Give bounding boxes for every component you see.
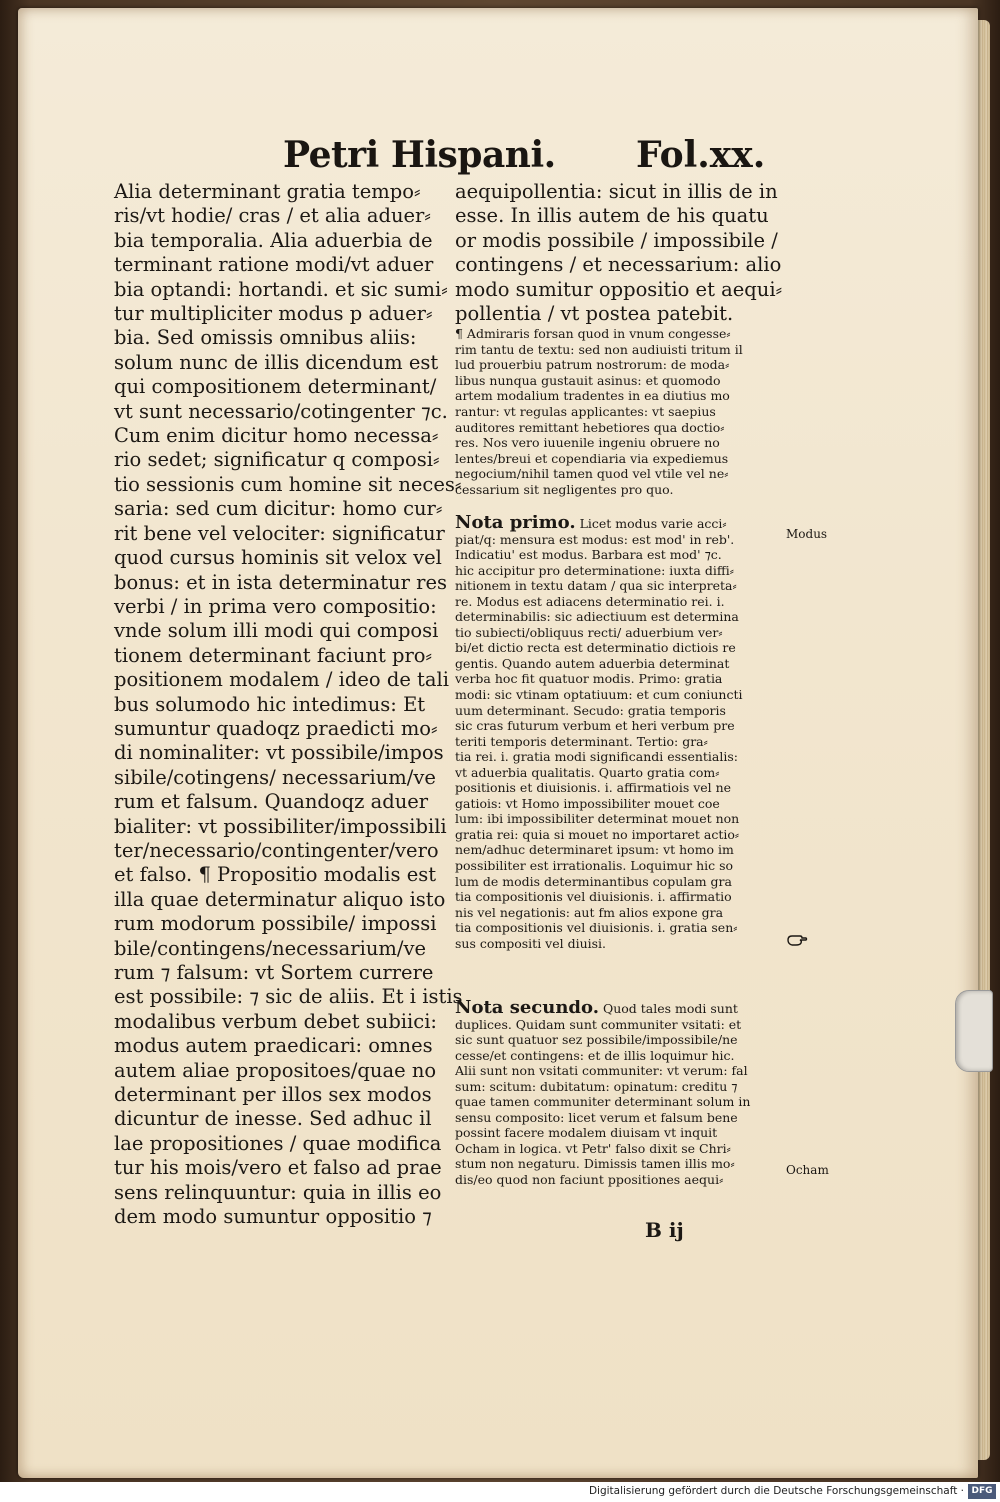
- right-column-line: aequipollentia: sicut in illis de in: [455, 180, 778, 203]
- left-column-line: positionem modalem / ideo de tali: [114, 668, 449, 692]
- nota-primo-line: bi/et dictio recta est determinatio dictiois re: [455, 640, 736, 656]
- nota-primo-line: nitionem in textu datam / qua sic interpreta⸗: [455, 578, 737, 594]
- nota-secundo-first-line: [455, 1000, 769, 1017]
- funding-credit: Digitalisierung gefördert durch die Deutsche Forschungsgemeinschaft ·: [588, 1485, 964, 1497]
- right-text-column-top: [455, 180, 783, 326]
- left-column-line: solum nunc de illis dicendum est: [114, 350, 439, 374]
- nota-primo-line: teriti temporis determinant. Tertio: gra⸗: [455, 733, 708, 749]
- nota-secundo-line: stum non negaturu. Dimissis tamen illis mo⸗: [455, 1156, 735, 1172]
- commentary-line: auditores remittant hebetiores qua doctio⸗: [455, 419, 725, 435]
- nota-primo-line: possibiliter est irrationalis. Loquimur hic so: [455, 858, 734, 874]
- commentary-line: negocium/nihil tamen quod vel vtile vel ne⸗: [455, 466, 729, 482]
- left-column-line: bus solumodo hic intedimus: Et: [114, 692, 426, 716]
- running-title: Petri Hispani.: [283, 134, 556, 176]
- nota-primo-line: lum: ibi impossibiliter determinat mouet non: [455, 811, 740, 827]
- left-column-line: bia optandi: hortandi. et sic sumi⸗: [114, 277, 448, 301]
- left-column-line: lae propositiones / quae modifica: [114, 1131, 442, 1155]
- nota-secundo-line: dis/eo quod non faciunt ppositiones aequi⸗: [455, 1172, 724, 1188]
- commentary-line: lentes/breui et copendiaria via expediemus: [455, 450, 729, 466]
- nota-secundo-line: quae tamen communiter determinant solum in: [455, 1094, 751, 1110]
- left-column-line: bonus: et in ista determinatur res: [114, 570, 448, 594]
- nota-primo-line: tia rei. i. gratia modi significandi essentialis:: [455, 749, 738, 765]
- left-column-line: rio sedet; significatur q composi⸗: [114, 448, 440, 472]
- left-column-line: rum et falsum. Quandoqz aduer: [114, 790, 429, 814]
- page-header: [0, 134, 1000, 184]
- folio-number: Fol.xx.: [636, 134, 766, 176]
- left-column-line: tur his mois/vero et falso ad prae: [114, 1156, 442, 1180]
- right-column-line: pollentia / vt postea patebit.: [455, 302, 734, 326]
- nota-primo-line: verba hoc fit quatuor modis. Primo: gratia: [455, 671, 723, 687]
- nota-primo-line: lum de modis determinantibus copulam gra: [455, 873, 732, 889]
- commentary-line: libus nunqua gustauit asinus: et quomodo: [455, 372, 721, 388]
- commentary-block: [455, 326, 767, 498]
- nota-primo-block: [455, 515, 769, 951]
- nota-secundo-line: Quod tales modi sunt: [602, 1001, 738, 1016]
- left-column-line: quod cursus hominis sit velox vel: [114, 546, 442, 570]
- commentary-line: lud prouerbiu patrum nostrorum: de moda⸗: [455, 357, 730, 373]
- nota-secundo-line: sum: scitum: dubitatum: opinatum: creditu ⁊: [455, 1078, 738, 1094]
- left-column-line: sumuntur quadoqz praedicti mo⸗: [114, 716, 438, 740]
- commentary-line: res. Nos vero iuuenile ingeniu obruere no: [455, 435, 720, 451]
- nota-primo-line: gratia rei: quia si mouet no importaret actio⸗: [455, 826, 740, 842]
- marginal-note-modus: Modus: [786, 527, 828, 541]
- nota-primo-line: uum determinant. Secudo: gratia temporis: [455, 702, 726, 718]
- dfg-logo: DFG: [968, 1484, 996, 1499]
- left-column-line: terminant ratione modi/vt aduer: [114, 253, 434, 277]
- nota-secundo-line: sensu composito: licet verum et falsum bene: [455, 1109, 738, 1125]
- nota-primo-line: Indicatiu' est modus. Barbara est mod' ⁊c.: [455, 547, 722, 563]
- nota-primo-line: hic accipitur pro determinatione: iuxta diffi⸗: [455, 562, 734, 578]
- nota-secundo-line: cesse/et contingens: et de illis loquimur hic.: [455, 1047, 735, 1063]
- nota-primo-heading: Nota primo.: [455, 515, 576, 532]
- nota-secundo-body: [455, 1017, 769, 1188]
- nota-primo-line: gatiois: vt Homo impossibiliter mouet coe: [455, 795, 720, 811]
- left-column-line: autem aliae propositoes/quae no: [114, 1058, 437, 1082]
- left-column-line: bia temporalia. Alia aduerbia de: [114, 228, 433, 252]
- commentary-line: ¶ Admiraris forsan quod in vnum congesse⸗: [455, 326, 731, 341]
- left-column-line: tionem determinant faciunt pro⸗: [114, 643, 433, 667]
- left-column-line: et falso. ¶ Propositio modalis est: [114, 863, 437, 887]
- left-column-line: est possibile: ⁊ sic de aliis. Et i istis: [114, 985, 463, 1009]
- left-column-line: Cum enim dicitur homo necessa⸗: [114, 424, 439, 448]
- nota-primo-line: positionis et diuisionis. i. affirmatiois vel ne: [455, 780, 732, 796]
- left-column-line: dem modo sumuntur oppositio ⁊: [114, 1205, 432, 1229]
- left-column-line: modus autem praedicari: omnes: [114, 1034, 433, 1058]
- left-column-line: rum modorum possibile/ impossi: [114, 912, 437, 936]
- nota-primo-line: nis vel negationis: aut fm alios expone gra: [455, 904, 724, 920]
- nota-primo-line: sus compositi vel diuisi.: [455, 935, 607, 951]
- left-column-line: ris/vt hodie/ cras / et alia aduer⸗: [114, 204, 431, 228]
- nota-primo-line: modi: sic vtinam optatiuum: et cum coniuncti: [455, 687, 743, 703]
- left-column-line: tur multipliciter modus p aduer⸗: [114, 302, 433, 326]
- left-column-line: rit bene vel velociter: significatur: [114, 521, 445, 545]
- nota-primo-body: [455, 532, 769, 952]
- left-column-line: rum ⁊ falsum: vt Sortem currere: [114, 961, 434, 984]
- left-column-line: bialiter: vt possibiliter/impossibili: [114, 814, 447, 838]
- signature-mark: B ij: [645, 1218, 684, 1242]
- commentary-line: rantur: vt regulas applicantes: vt saepius: [455, 403, 716, 419]
- nota-primo-line: tio subiecti/obliquus recti/ aduerbium ver⸗: [455, 624, 723, 640]
- left-column-line: dicuntur de inesse. Sed adhuc il: [114, 1107, 432, 1131]
- commentary-line: rim tantu de textu: sed non audiuisti tritum il: [455, 341, 743, 357]
- nota-primo-line: tia compositionis vel diuisionis. i. gratia sen⸗: [455, 920, 738, 936]
- left-column-line: ter/necessario/contingenter/vero: [114, 838, 439, 862]
- nota-primo-line: piat/q: mensura est modus: est mod' in reb'.: [455, 531, 735, 547]
- left-column-line: vnde solum illi modi qui composi: [114, 619, 439, 643]
- right-column-line: modo sumitur oppositio et aequi⸗: [455, 277, 783, 301]
- left-column-line: determinant per illos sex modos: [114, 1083, 432, 1107]
- left-column-line: verbi / in prima vero compositio:: [114, 594, 437, 618]
- right-column-line: esse. In illis autem de his quatu: [455, 204, 769, 228]
- left-column-line: illa quae determinatur aliquo isto: [114, 887, 446, 911]
- nota-secundo-line: Alii sunt non vsitati communiter: vt verum: fal: [455, 1063, 748, 1079]
- left-column-line: sens relinquuntur: quia in illis eo: [114, 1180, 442, 1204]
- nota-primo-line: vt aduerbia qualitatis. Quarto gratia com⸗: [455, 764, 720, 780]
- nota-secundo-block: [455, 1000, 769, 1188]
- left-text-column: [114, 180, 463, 1229]
- nota-primo-line: tia compositionis vel diuisionis. i. affirmatio: [455, 889, 732, 905]
- nota-secundo-line: Ocham in logica. vt Petr' falso dixit se Chri⸗: [455, 1140, 731, 1156]
- pointing-hand-icon: [786, 932, 808, 948]
- left-column-line: Alia determinant gratia tempo⸗: [114, 180, 421, 203]
- left-column-line: di nominaliter: vt possibile/impos: [114, 741, 444, 765]
- nota-primo-line: nem/adhuc determinaret ipsum: vt homo im: [455, 842, 734, 858]
- footer-bar: [0, 1482, 1000, 1502]
- nota-primo-line: determinabilis: sic adiectiuum est determina: [455, 609, 739, 625]
- left-column-line: tio sessionis cum homine sit neces⸗: [114, 472, 462, 496]
- commentary-line: artem modalium tradentes in ea diutius mo: [455, 388, 730, 404]
- left-column-line: bia. Sed omissis omnibus aliis:: [114, 326, 417, 350]
- left-column-line: saria: sed cum dicitur: homo cur⸗: [114, 497, 443, 521]
- nota-secundo-line: duplices. Quidam sunt communiter vsitati: et: [455, 1016, 742, 1032]
- right-column-line: contingens / et necessarium: alio: [455, 253, 782, 277]
- nota-primo-first-line: [455, 515, 769, 532]
- left-column-line: modalibus verbum debet subiici:: [114, 1009, 437, 1033]
- page-tab-marker: [955, 990, 993, 1072]
- left-column-line: vt sunt necessario/cotingenter ⁊c.: [114, 399, 448, 423]
- marginal-note-ocham: Ocham: [786, 1163, 829, 1177]
- nota-primo-line: re. Modus est adiacens determinatio rei. i.: [455, 593, 725, 609]
- commentary-line: cessarium sit negligentes pro quo.: [455, 481, 674, 497]
- left-column-line: sibile/cotingens/ necessarium/ve: [114, 765, 436, 789]
- nota-primo-line: Licet modus varie acci⸗: [579, 516, 727, 531]
- nota-primo-line: gentis. Quando autem aduerbia determinat: [455, 655, 730, 671]
- nota-secundo-line: sic sunt quatuor sez possibile/impossibile/ne: [455, 1032, 738, 1048]
- nota-secundo-line: possint facere modalem diuisam vt inquit: [455, 1125, 718, 1141]
- nota-primo-line: sic cras futurum verbum et heri verbum pre: [455, 718, 735, 734]
- right-column-line: or modis possibile / impossibile /: [455, 228, 778, 252]
- nota-secundo-heading: Nota secundo.: [455, 1000, 599, 1017]
- left-column-line: bile/contingens/necessarium/ve: [114, 936, 427, 960]
- left-column-line: qui compositionem determinant/: [114, 375, 437, 399]
